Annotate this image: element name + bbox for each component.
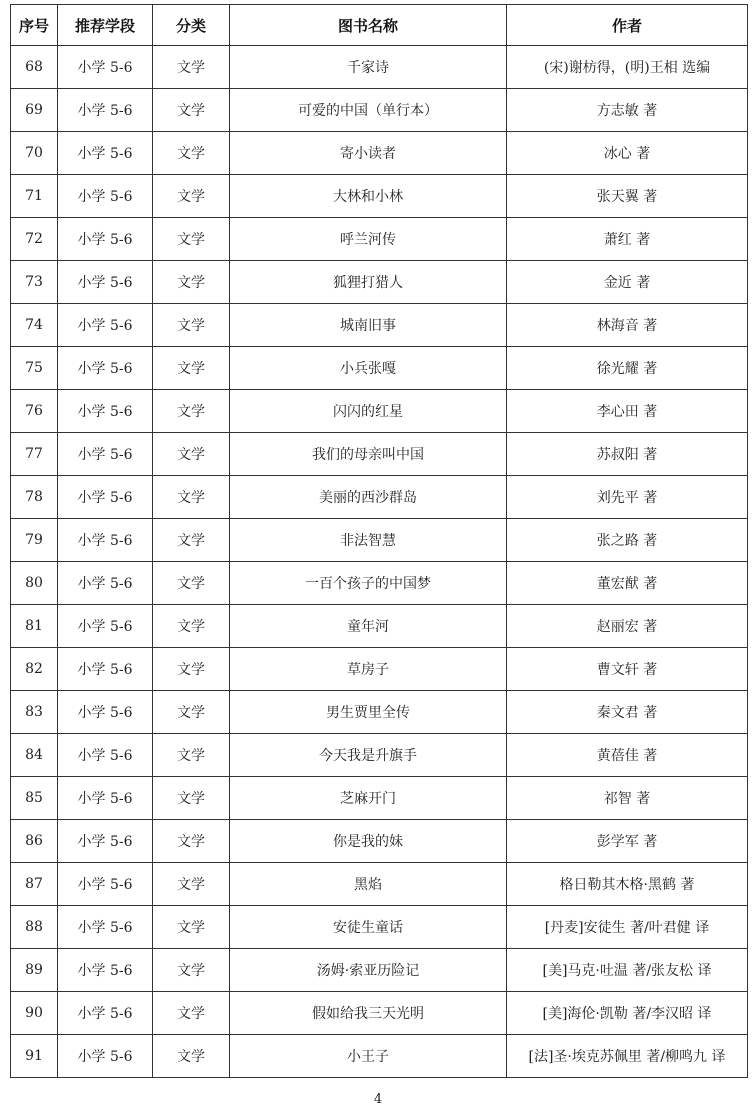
cell-category: 文学 (153, 734, 230, 777)
cell-category: 文学 (153, 476, 230, 519)
table-row (11, 347, 748, 390)
cell-number: 84 (11, 734, 58, 777)
cell-stage: 小学 5-6 (58, 218, 153, 261)
table-header-row (11, 5, 748, 46)
cell-category: 文学 (153, 1035, 230, 1078)
cell-author: [美]马克·吐温 著/张友松 译 (507, 949, 748, 992)
table-row (11, 820, 748, 863)
cell-author: 金近 著 (507, 261, 748, 304)
cell-stage: 小学 5-6 (58, 175, 153, 218)
cell-author: 黄蓓佳 著 (507, 734, 748, 777)
header-category: 分类 (153, 5, 230, 46)
table-row (11, 1035, 748, 1078)
cell-number: 69 (11, 89, 58, 132)
table-row (11, 777, 748, 820)
cell-stage: 小学 5-6 (58, 261, 153, 304)
table-row (11, 519, 748, 562)
cell-title: 芝麻开门 (230, 777, 507, 820)
cell-author: 彭学军 著 (507, 820, 748, 863)
cell-title: 你是我的妹 (230, 820, 507, 863)
cell-author: (宋)谢枋得，(明)王相 选编 (507, 46, 748, 89)
cell-author: 秦文君 著 (507, 691, 748, 734)
cell-stage: 小学 5-6 (58, 734, 153, 777)
cell-category: 文学 (153, 261, 230, 304)
cell-category: 文学 (153, 433, 230, 476)
cell-stage: 小学 5-6 (58, 476, 153, 519)
cell-number: 81 (11, 605, 58, 648)
cell-title: 闪闪的红星 (230, 390, 507, 433)
cell-stage: 小学 5-6 (58, 132, 153, 175)
cell-author: 张之路 著 (507, 519, 748, 562)
cell-stage: 小学 5-6 (58, 992, 153, 1035)
cell-title: 可爱的中国（单行本） (230, 89, 507, 132)
cell-stage: 小学 5-6 (58, 906, 153, 949)
cell-title: 我们的母亲叫中国 (230, 433, 507, 476)
cell-author: [法]圣·埃克苏佩里 著/柳鸣九 译 (507, 1035, 748, 1078)
cell-number: 87 (11, 863, 58, 906)
cell-number: 78 (11, 476, 58, 519)
header-title: 图书名称 (230, 5, 507, 46)
cell-author: 萧红 著 (507, 218, 748, 261)
cell-category: 文学 (153, 605, 230, 648)
page-number: 4 (373, 1092, 383, 1107)
cell-number: 71 (11, 175, 58, 218)
cell-category: 文学 (153, 992, 230, 1035)
cell-author: 董宏猷 著 (507, 562, 748, 605)
cell-title: 今天我是升旗手 (230, 734, 507, 777)
cell-number: 79 (11, 519, 58, 562)
cell-author: 曹文轩 著 (507, 648, 748, 691)
header-number: 序号 (11, 5, 58, 46)
cell-number: 88 (11, 906, 58, 949)
cell-title: 黑焰 (230, 863, 507, 906)
cell-title: 草房子 (230, 648, 507, 691)
table-row (11, 304, 748, 347)
cell-title: 千家诗 (230, 46, 507, 89)
cell-number: 86 (11, 820, 58, 863)
cell-title: 呼兰河传 (230, 218, 507, 261)
cell-category: 文学 (153, 218, 230, 261)
table-row (11, 648, 748, 691)
cell-category: 文学 (153, 820, 230, 863)
cell-author: 徐光耀 著 (507, 347, 748, 390)
cell-category: 文学 (153, 519, 230, 562)
cell-title: 一百个孩子的中国梦 (230, 562, 507, 605)
cell-author: 李心田 著 (507, 390, 748, 433)
table-row (11, 476, 748, 519)
cell-author: [丹麦]安徒生 著/叶君健 译 (507, 906, 748, 949)
cell-stage: 小学 5-6 (58, 519, 153, 562)
cell-category: 文学 (153, 648, 230, 691)
cell-title: 小兵张嘎 (230, 347, 507, 390)
cell-stage: 小学 5-6 (58, 820, 153, 863)
table-row (11, 691, 748, 734)
cell-author: 刘先平 著 (507, 476, 748, 519)
cell-category: 文学 (153, 347, 230, 390)
cell-author: 方志敏 著 (507, 89, 748, 132)
cell-category: 文学 (153, 132, 230, 175)
cell-title: 男生贾里全传 (230, 691, 507, 734)
cell-stage: 小学 5-6 (58, 304, 153, 347)
cell-title: 非法智慧 (230, 519, 507, 562)
cell-number: 91 (11, 1035, 58, 1078)
cell-category: 文学 (153, 562, 230, 605)
cell-number: 73 (11, 261, 58, 304)
cell-stage: 小学 5-6 (58, 562, 153, 605)
table-row (11, 261, 748, 304)
cell-category: 文学 (153, 46, 230, 89)
header-author: 作者 (507, 5, 748, 46)
cell-category: 文学 (153, 863, 230, 906)
cell-category: 文学 (153, 777, 230, 820)
cell-number: 68 (11, 46, 58, 89)
header-stage: 推荐学段 (58, 5, 153, 46)
table-row (11, 46, 748, 89)
cell-title: 美丽的西沙群岛 (230, 476, 507, 519)
book-list-table (10, 4, 748, 1078)
table-row (11, 175, 748, 218)
cell-title: 安徒生童话 (230, 906, 507, 949)
cell-stage: 小学 5-6 (58, 949, 153, 992)
table-row (11, 132, 748, 175)
table-row (11, 89, 748, 132)
cell-number: 76 (11, 390, 58, 433)
cell-number: 70 (11, 132, 58, 175)
cell-stage: 小学 5-6 (58, 46, 153, 89)
cell-author: 苏叔阳 著 (507, 433, 748, 476)
table-row (11, 605, 748, 648)
table-row (11, 390, 748, 433)
cell-stage: 小学 5-6 (58, 691, 153, 734)
cell-number: 85 (11, 777, 58, 820)
table-row (11, 433, 748, 476)
cell-author: [美]海伦·凯勒 著/李汉昭 译 (507, 992, 748, 1035)
cell-category: 文学 (153, 906, 230, 949)
cell-category: 文学 (153, 304, 230, 347)
cell-title: 城南旧事 (230, 304, 507, 347)
cell-stage: 小学 5-6 (58, 89, 153, 132)
cell-stage: 小学 5-6 (58, 347, 153, 390)
table-row (11, 863, 748, 906)
cell-title: 童年河 (230, 605, 507, 648)
cell-number: 89 (11, 949, 58, 992)
cell-number: 90 (11, 992, 58, 1035)
cell-category: 文学 (153, 390, 230, 433)
cell-stage: 小学 5-6 (58, 863, 153, 906)
cell-number: 74 (11, 304, 58, 347)
cell-title: 小王子 (230, 1035, 507, 1078)
cell-stage: 小学 5-6 (58, 390, 153, 433)
cell-author: 格日勒其木格·黑鹤 著 (507, 863, 748, 906)
table-row (11, 218, 748, 261)
table-row (11, 906, 748, 949)
cell-stage: 小学 5-6 (58, 1035, 153, 1078)
cell-category: 文学 (153, 949, 230, 992)
cell-title: 大林和小林 (230, 175, 507, 218)
cell-author: 赵丽宏 著 (507, 605, 748, 648)
cell-number: 77 (11, 433, 58, 476)
cell-category: 文学 (153, 175, 230, 218)
cell-stage: 小学 5-6 (58, 777, 153, 820)
cell-category: 文学 (153, 89, 230, 132)
table-row (11, 562, 748, 605)
cell-author: 张天翼 著 (507, 175, 748, 218)
cell-number: 75 (11, 347, 58, 390)
table-body (11, 46, 748, 1078)
table-row (11, 734, 748, 777)
cell-title: 狐狸打猎人 (230, 261, 507, 304)
cell-stage: 小学 5-6 (58, 648, 153, 691)
cell-number: 83 (11, 691, 58, 734)
cell-number: 82 (11, 648, 58, 691)
cell-title: 寄小读者 (230, 132, 507, 175)
cell-number: 80 (11, 562, 58, 605)
cell-author: 林海音 著 (507, 304, 748, 347)
cell-stage: 小学 5-6 (58, 433, 153, 476)
cell-number: 72 (11, 218, 58, 261)
cell-author: 祁智 著 (507, 777, 748, 820)
cell-stage: 小学 5-6 (58, 605, 153, 648)
table-row (11, 949, 748, 992)
cell-author: 冰心 著 (507, 132, 748, 175)
cell-title: 汤姆·索亚历险记 (230, 949, 507, 992)
cell-category: 文学 (153, 691, 230, 734)
cell-title: 假如给我三天光明 (230, 992, 507, 1035)
table-row (11, 992, 748, 1035)
